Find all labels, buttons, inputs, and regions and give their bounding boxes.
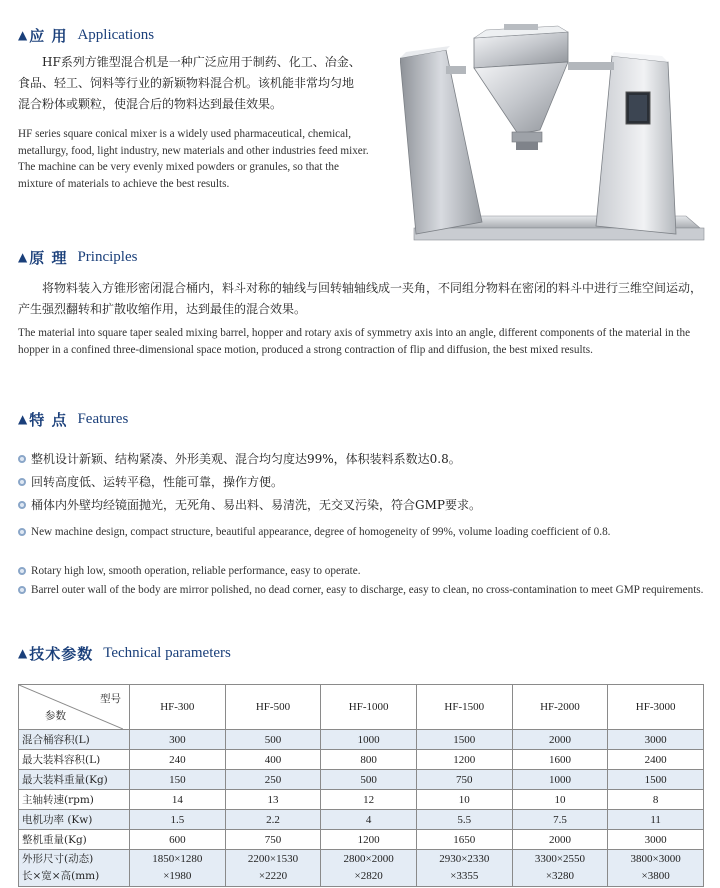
feature-item-en-1: New machine design, compact structure, beautiful appearance, degree of homogeneity of 99%, volume loading coefficient of 0.8. <box>18 524 706 541</box>
dim-label-line1: 外形尺寸(动态) <box>22 853 94 865</box>
table-cell: 600 <box>130 830 226 850</box>
table-cell: 1.5 <box>130 810 226 830</box>
model-header: HF-1500 <box>416 685 512 730</box>
table-cell: 8 <box>608 790 704 810</box>
table-cell: 400 <box>225 750 321 770</box>
model-header: HF-300 <box>130 685 226 730</box>
bullet-icon <box>18 567 26 575</box>
table-cell: 250 <box>225 770 321 790</box>
row-label: 电机功率 (Kw) <box>19 810 130 830</box>
table-cell: 11 <box>608 810 704 830</box>
table-row <box>19 730 704 750</box>
table-cell: 750 <box>225 830 321 850</box>
table-cell: 10 <box>416 790 512 810</box>
features-heading <box>18 408 128 430</box>
table-cell: 2000 <box>512 730 608 750</box>
table-row <box>19 850 704 887</box>
table-cell: 3300×2550 ×3280 <box>512 850 608 887</box>
principles-title-en: Principles <box>77 248 138 265</box>
table-cell: 2200×1530 ×2220 <box>225 850 321 887</box>
table-header-row <box>19 685 704 730</box>
technical-title-cn: 技术参数 <box>29 644 94 663</box>
table-corner-cell <box>19 685 130 730</box>
triangle-icon: ▲ <box>18 250 28 264</box>
applications-heading <box>18 24 154 46</box>
feature-item-en-2: Rotary high low, smooth operation, reliable performance, easy to operate. <box>18 563 706 580</box>
row-label: 混合桶容积(L) <box>19 730 130 750</box>
table-cell: 2.2 <box>225 810 321 830</box>
row-label: 整机重量(Kg) <box>19 830 130 850</box>
table-cell: 1200 <box>321 830 417 850</box>
row-label <box>19 850 130 887</box>
table-cell: 3000 <box>608 830 704 850</box>
principles-text-en: The material into square taper sealed mixing barrel, hopper and rotary axis of symmetry axis into an angle, different components of the material in the hopper in a confined three-dimensional space motion, produced a strong contraction of flip and diffusion, the best mixed results. <box>18 327 691 356</box>
model-header: HF-2000 <box>512 685 608 730</box>
bullet-icon <box>18 501 26 509</box>
row-label: 主轴转速(rpm) <box>19 790 130 810</box>
table-cell: 1650 <box>416 830 512 850</box>
principles-text-cn: 将物料装入方锥形密闭混合桶内，料斗对称的轴线与回转轴轴线成一夹角，不同组分物料在密闭的料斗中进行三维空间运动，产生强烈翻转和扩散收缩作用，达到最佳的混合效果。 <box>18 281 703 316</box>
table-cell: 1500 <box>416 730 512 750</box>
row-label: 最大装料容积(L) <box>19 750 130 770</box>
table-cell: 5.5 <box>416 810 512 830</box>
technical-heading <box>18 642 231 664</box>
table-cell: 500 <box>225 730 321 750</box>
table-cell: 3000 <box>608 730 704 750</box>
applications-text-cn: HF系列方锥型混合机是一种广泛应用于制药、化工、冶金、食品、轻工、饲料等行业的新颖物料混合机。该机能非常均匀地混合粉体或颗粒，使混合后的物料达到最佳效果。 <box>18 55 361 111</box>
feature-item-cn-1: 整机设计新颖、结构紧凑、外形美观、混合均匀度达99%，体积装料系数达0.8。 <box>18 451 706 467</box>
table-cell: 14 <box>130 790 226 810</box>
table-cell: 2800×2000 ×2820 <box>321 850 417 887</box>
technical-title-en: Technical parameters <box>103 644 231 661</box>
table-cell: 750 <box>416 770 512 790</box>
mixer-machine-image <box>400 22 718 248</box>
bullet-icon <box>18 455 26 463</box>
bullet-icon <box>18 478 26 486</box>
table-cell: 150 <box>130 770 226 790</box>
table-cell: 1000 <box>512 770 608 790</box>
triangle-icon: ▲ <box>18 28 28 42</box>
table-cell: 300 <box>130 730 226 750</box>
table-cell: 1850×1280 ×1980 <box>130 850 226 887</box>
table-cell: 1600 <box>512 750 608 770</box>
features-title-en: Features <box>77 410 129 427</box>
feature-item-en-3: Barrel outer wall of the body are mirror polished, no dead corner, easy to discharge, easy to clean, no cross-contamination to meet GMP requirements. <box>18 582 706 599</box>
bullet-icon <box>18 528 26 536</box>
bullet-icon <box>18 586 26 594</box>
table-row <box>19 830 704 850</box>
table-cell: 7.5 <box>512 810 608 830</box>
table-row <box>19 770 704 790</box>
table-cell: 4 <box>321 810 417 830</box>
corner-param-label: 参数 <box>45 710 66 722</box>
table-cell: 13 <box>225 790 321 810</box>
table-cell: 2930×2330 ×3355 <box>416 850 512 887</box>
table-cell: 3800×3000 ×3800 <box>608 850 704 887</box>
principles-title-cn: 原 理 <box>29 248 68 267</box>
model-header: HF-1000 <box>321 685 417 730</box>
feature-item-cn-2: 回转高度低、运转平稳，性能可靠，操作方便。 <box>18 474 706 490</box>
row-label: 最大装料重量(Kg) <box>19 770 130 790</box>
table-cell: 2000 <box>512 830 608 850</box>
table-row <box>19 810 704 830</box>
table-row <box>19 750 704 770</box>
table-cell: 2400 <box>608 750 704 770</box>
table-cell: 240 <box>130 750 226 770</box>
feature-item-cn-3: 桶体内外壁均经镜面抛光，无死角、易出料、易清洗，无交叉污染，符合GMP要求。 <box>18 497 706 513</box>
table-cell: 1200 <box>416 750 512 770</box>
applications-title-cn: 应 用 <box>29 26 68 45</box>
triangle-icon: ▲ <box>18 646 28 660</box>
dim-label-line2: 长×宽×高(mm) <box>22 870 100 882</box>
table-cell: 500 <box>321 770 417 790</box>
principles-heading <box>18 246 137 268</box>
corner-model-label: 型号 <box>100 693 121 705</box>
table-cell: 1500 <box>608 770 704 790</box>
applications-title-en: Applications <box>77 26 155 43</box>
table-cell: 12 <box>321 790 417 810</box>
model-header: HF-500 <box>225 685 321 730</box>
features-title-cn: 特 点 <box>29 410 68 429</box>
triangle-icon: ▲ <box>18 412 28 426</box>
table-cell: 10 <box>512 790 608 810</box>
table-cell: 800 <box>321 750 417 770</box>
model-header: HF-3000 <box>608 685 704 730</box>
applications-text-en: HF series square conical mixer is a widely used pharmaceutical, chemical, metallurgy, food, light industry, new materials and other industries feed mixer. The machine can be very evenly mixed powders or granules, so that the mixture of materials to achieve the best results. <box>18 128 369 190</box>
table-row <box>19 790 704 810</box>
table-cell: 1000 <box>321 730 417 750</box>
parameters-table <box>18 684 704 887</box>
